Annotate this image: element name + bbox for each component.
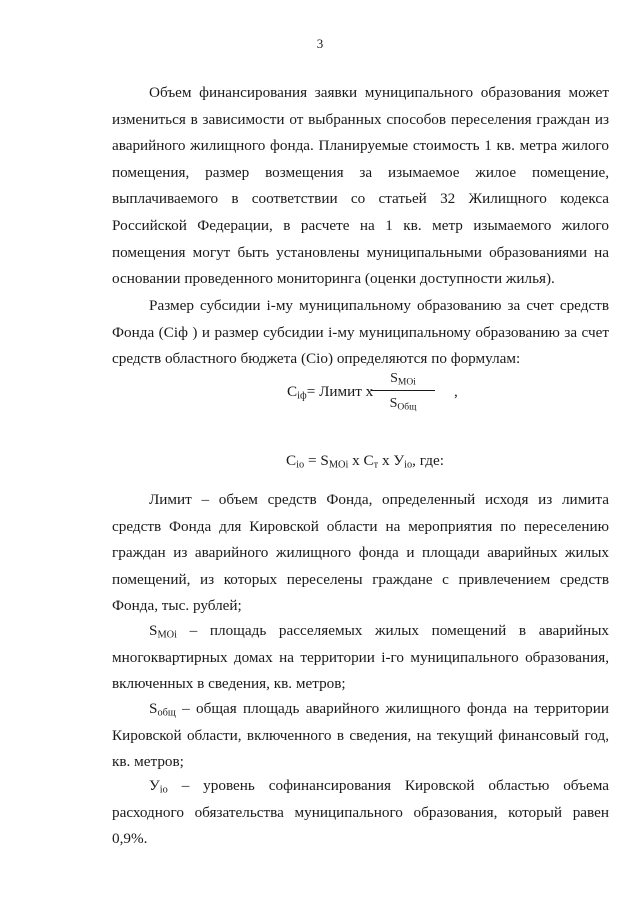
- definition-limit: Лимит – объем средств Фонда, определенный исходя из лимита средств Фонда для Кировской области на мероприятия по переселению граждан из аварийного жилищного фонда и площади аварийных жилых помещений, из которых переселены граждане с привлечением средств Фонда, тыс. рублей;: [112, 491, 609, 615]
- definition-sobsh: $S_{общ}$ – общая площадь аварийного жилищного фонда на территории Кировской области, включенного в сведения, на текущий финансовый год, кв. метров;: [112, 700, 609, 771]
- formula1-comma: ,: [454, 383, 458, 400]
- formula1-equals: = Лимит х: [306, 383, 374, 400]
- definition-smoi: $S_{MOi}$ – площадь расселяемых жилых помещений в аварийных многоквартирных домах на территории i-го муниципального образования, включенных в сведения, кв. метров;: [112, 622, 609, 693]
- paragraph-financing: Объем финансирования заявки муниципального образования может измениться в зависимости от выбранных способов переселения граждан из аварийного жилищного фонда. Планируемые стоимость 1 кв. метра жилого помещения, размер возмещения за изымаемое жилое помещение, выплачиваемого в соответствии со статьей 32 Жилищного кодекса Российской Федерации, в расчете на 1 кв. метр изымаемого жилого помещения могут быть установлены муниципальными образованиями на основании проведенного мониторинга (оценки доступности жилья).: [112, 84, 609, 288]
- paragraph-subsidy: Размер субсидии i-му муниципальному образованию за счет средств Фонда (Ciф ) и размер субсидии i-му муниципальному образованию за счет средств областного бюджета (Cio) определяются по формулам:: [112, 297, 609, 368]
- fraction-numerator: $S_{MOi}$: [390, 371, 416, 388]
- fraction-denominator: $S_{Общ}$: [389, 396, 417, 413]
- formula-subsidy-region: $C_{io} = S_{MOi}$ x $C_т$ x $У_{io}$, где:: [286, 452, 444, 471]
- page-number: 3: [316, 36, 324, 51]
- formula-subsidy-fund: [287, 383, 373, 401]
- formula1-lhs: $C_{iф}$: [287, 383, 307, 402]
- definition-uio: $У_{io}$ – уровень софинансирования Кировской областью объема расходного обязательства муниципального образования, который равен 0,9%.: [112, 777, 609, 848]
- formula1-fraction: [371, 371, 435, 412]
